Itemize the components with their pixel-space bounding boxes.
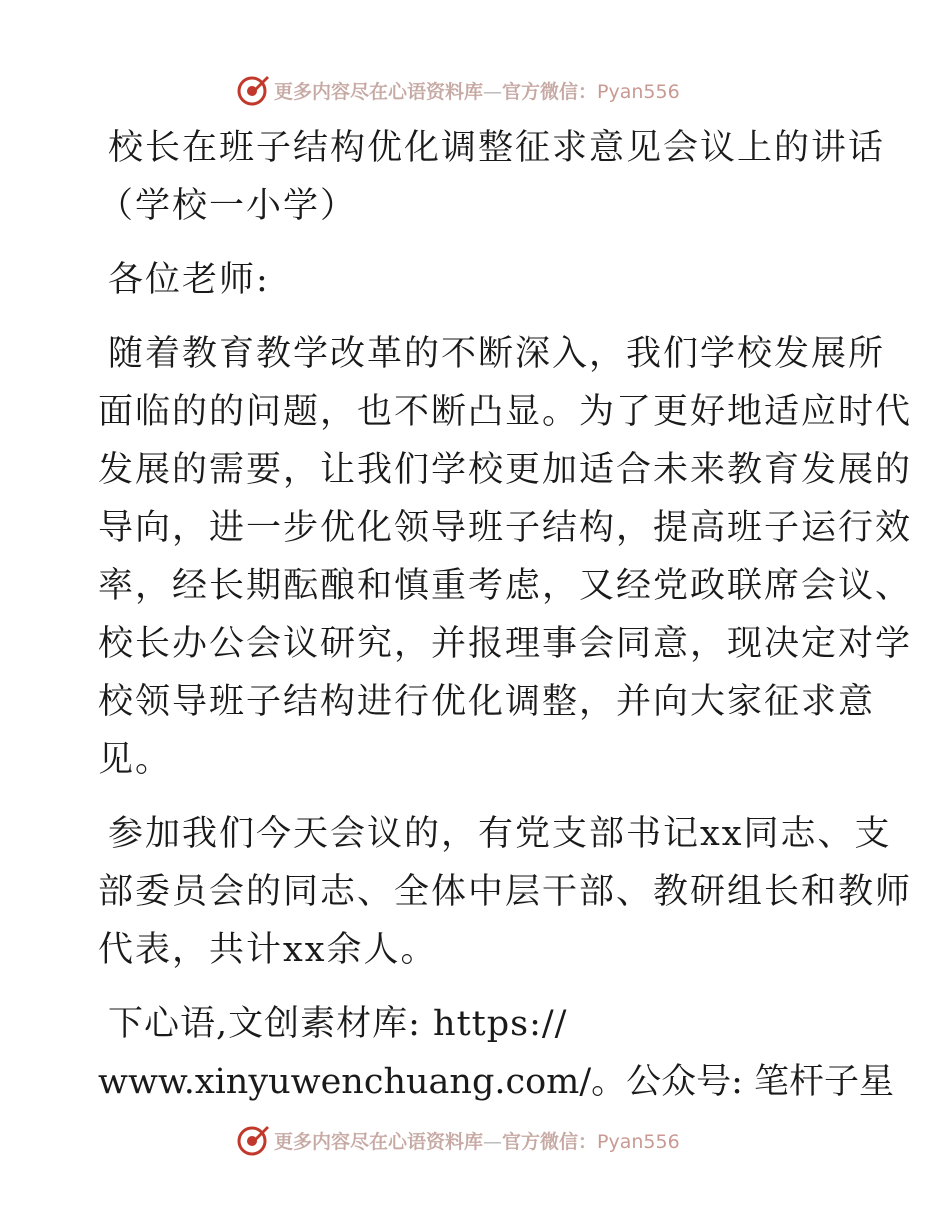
paragraph-line: 参加我们今天会议的，有党支部书记xx同志、支: [108, 814, 892, 854]
document-title: 校长在班子结构优化调整征求意见会议上的讲话: [108, 128, 886, 168]
watermark-text: 更多内容尽在心语资料库—官方微信：Pyan556: [274, 80, 680, 103]
paragraph-line: 下心语,文创素材库: https://: [108, 1004, 568, 1044]
footer-watermark: [236, 1122, 680, 1158]
document-subtitle: （学校一小学）: [98, 186, 358, 226]
paragraph-line: 部委员会的同志、全体中层干部、教研组长和教师: [98, 872, 913, 912]
header-watermark: [236, 72, 680, 108]
paragraph-line: 发展的需要，让我们学校更加适合未来教育发展的: [98, 450, 913, 490]
paragraph-line: 见。: [98, 740, 173, 780]
paragraph-line: 校领导班子结构进行优化调整，并向大家征求意: [98, 682, 876, 722]
paragraph-line: 随着教育教学改革的不断深入，我们学校发展所: [108, 334, 886, 374]
paragraph-line: 代表，共计xx余人。: [98, 930, 438, 970]
watermark-text: 更多内容尽在心语资料库—官方微信：Pyan556: [274, 1130, 680, 1153]
paragraph-line: 面临的的问题，也不断凸显。为了更好地适应时代: [98, 392, 913, 432]
paragraph-line: 校长办公会议研究，并报理事会同意，现决定对学: [98, 624, 913, 664]
pen-logo-icon: [236, 1123, 270, 1157]
paragraph-line: www.xinyuwenchuang.com/。公众号: 笔杆子星: [98, 1062, 895, 1102]
paragraph-line: 导向，进一步优化领导班子结构，提高班子运行效: [98, 508, 913, 548]
paragraph-line: 率，经长期酝酿和慎重考虑，又经党政联席会议、: [98, 566, 913, 606]
salutation: 各位老师:: [108, 260, 270, 300]
pen-logo-icon: [236, 73, 270, 107]
